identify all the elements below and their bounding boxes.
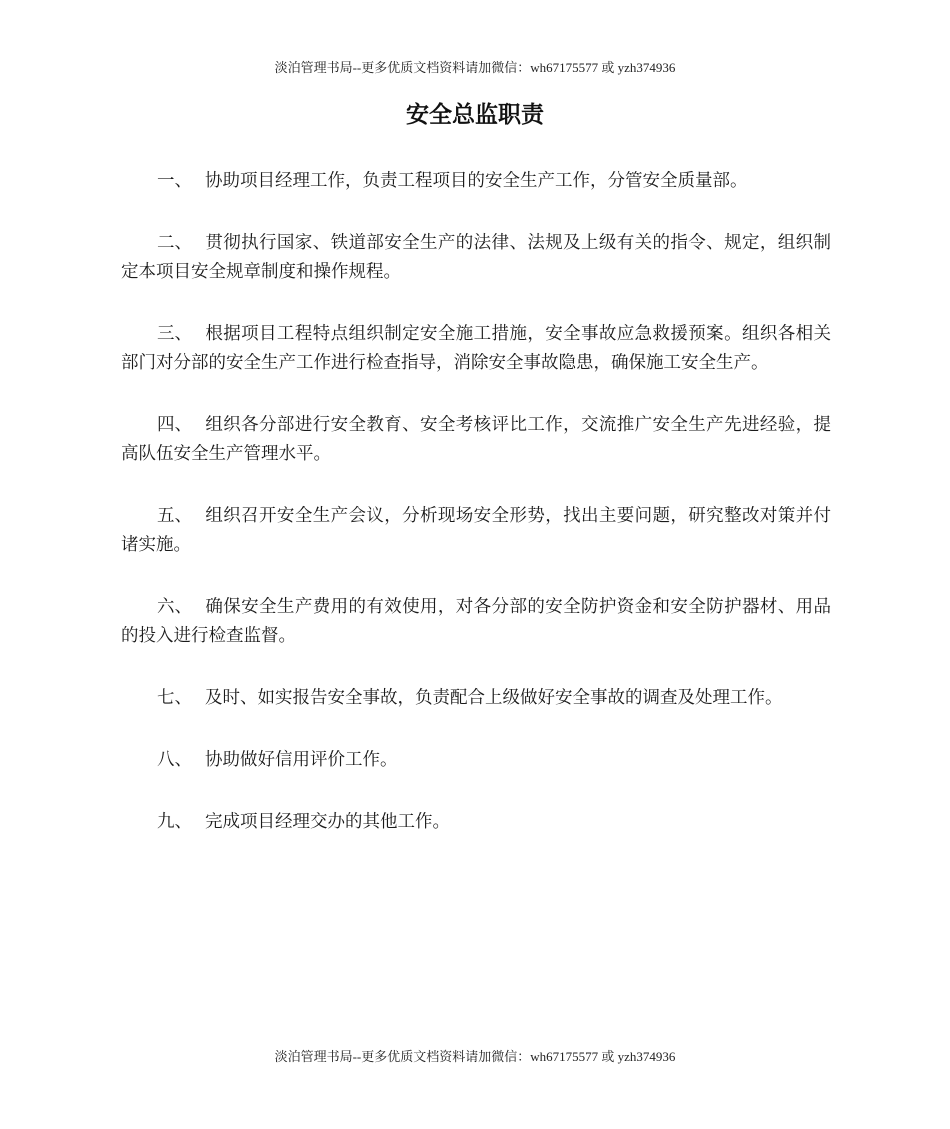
document-title: 安全总监职责 — [406, 102, 544, 128]
duty-item-8 — [121, 746, 831, 775]
item-text: 协助项目经理工作，负责工程项目的安全生产工作，分管安全质量部。 — [205, 171, 748, 191]
item-text: 协助做好信用评价工作。 — [205, 750, 398, 770]
item-number: 一、 — [157, 171, 192, 191]
duty-item-5 — [121, 502, 831, 560]
duty-item-7 — [121, 684, 831, 713]
item-text: 完成项目经理交办的其他工作。 — [205, 812, 450, 832]
item-number: 五、 — [157, 506, 192, 526]
item-number: 二、 — [157, 233, 192, 253]
item-number: 八、 — [157, 750, 192, 770]
duty-item-1 — [121, 167, 831, 196]
item-number: 六、 — [157, 597, 192, 617]
item-text: 及时、如实报告安全事故，负责配合上级做好安全事故的调查及处理工作。 — [205, 688, 783, 708]
item-number: 四、 — [157, 415, 192, 435]
item-text: 组织各分部进行安全教育、安全考核评比工作，交流推广安全生产先进经验，提高队伍安全生产管理水平。 — [121, 415, 831, 464]
duty-item-6 — [121, 593, 831, 651]
item-number: 七、 — [157, 688, 192, 708]
page-header: 淡泊管理书局--更多优质文档资料请加微信：wh67175577 或 yzh374936 — [274, 60, 676, 75]
item-text: 组织召开安全生产会议，分析现场安全形势，找出主要问题，研究整改对策并付诸实施。 — [121, 506, 831, 555]
duty-item-9 — [121, 808, 831, 837]
item-text: 根据项目工程特点组织制定安全施工措施，安全事故应急救援预案。组织各相关部门对分部的安全生产工作进行检查指导，消除安全事故隐患，确保施工安全生产。 — [121, 324, 831, 373]
item-number: 九、 — [157, 812, 192, 832]
item-text: 确保安全生产费用的有效使用，对各分部的安全防护资金和安全防护器材、用品的投入进行检查监督。 — [121, 597, 831, 646]
duty-item-3 — [121, 320, 831, 378]
page-footer: 淡泊管理书局--更多优质文档资料请加微信：wh67175577 或 yzh374936 — [274, 1049, 676, 1064]
duty-item-4 — [121, 411, 831, 469]
duty-list — [121, 167, 831, 870]
duty-item-2 — [121, 229, 831, 287]
item-text: 贯彻执行国家、铁道部安全生产的法律、法规及上级有关的指令、规定，组织制定本项目安全规章制度和操作规程。 — [121, 233, 831, 282]
item-number: 三、 — [157, 324, 192, 344]
